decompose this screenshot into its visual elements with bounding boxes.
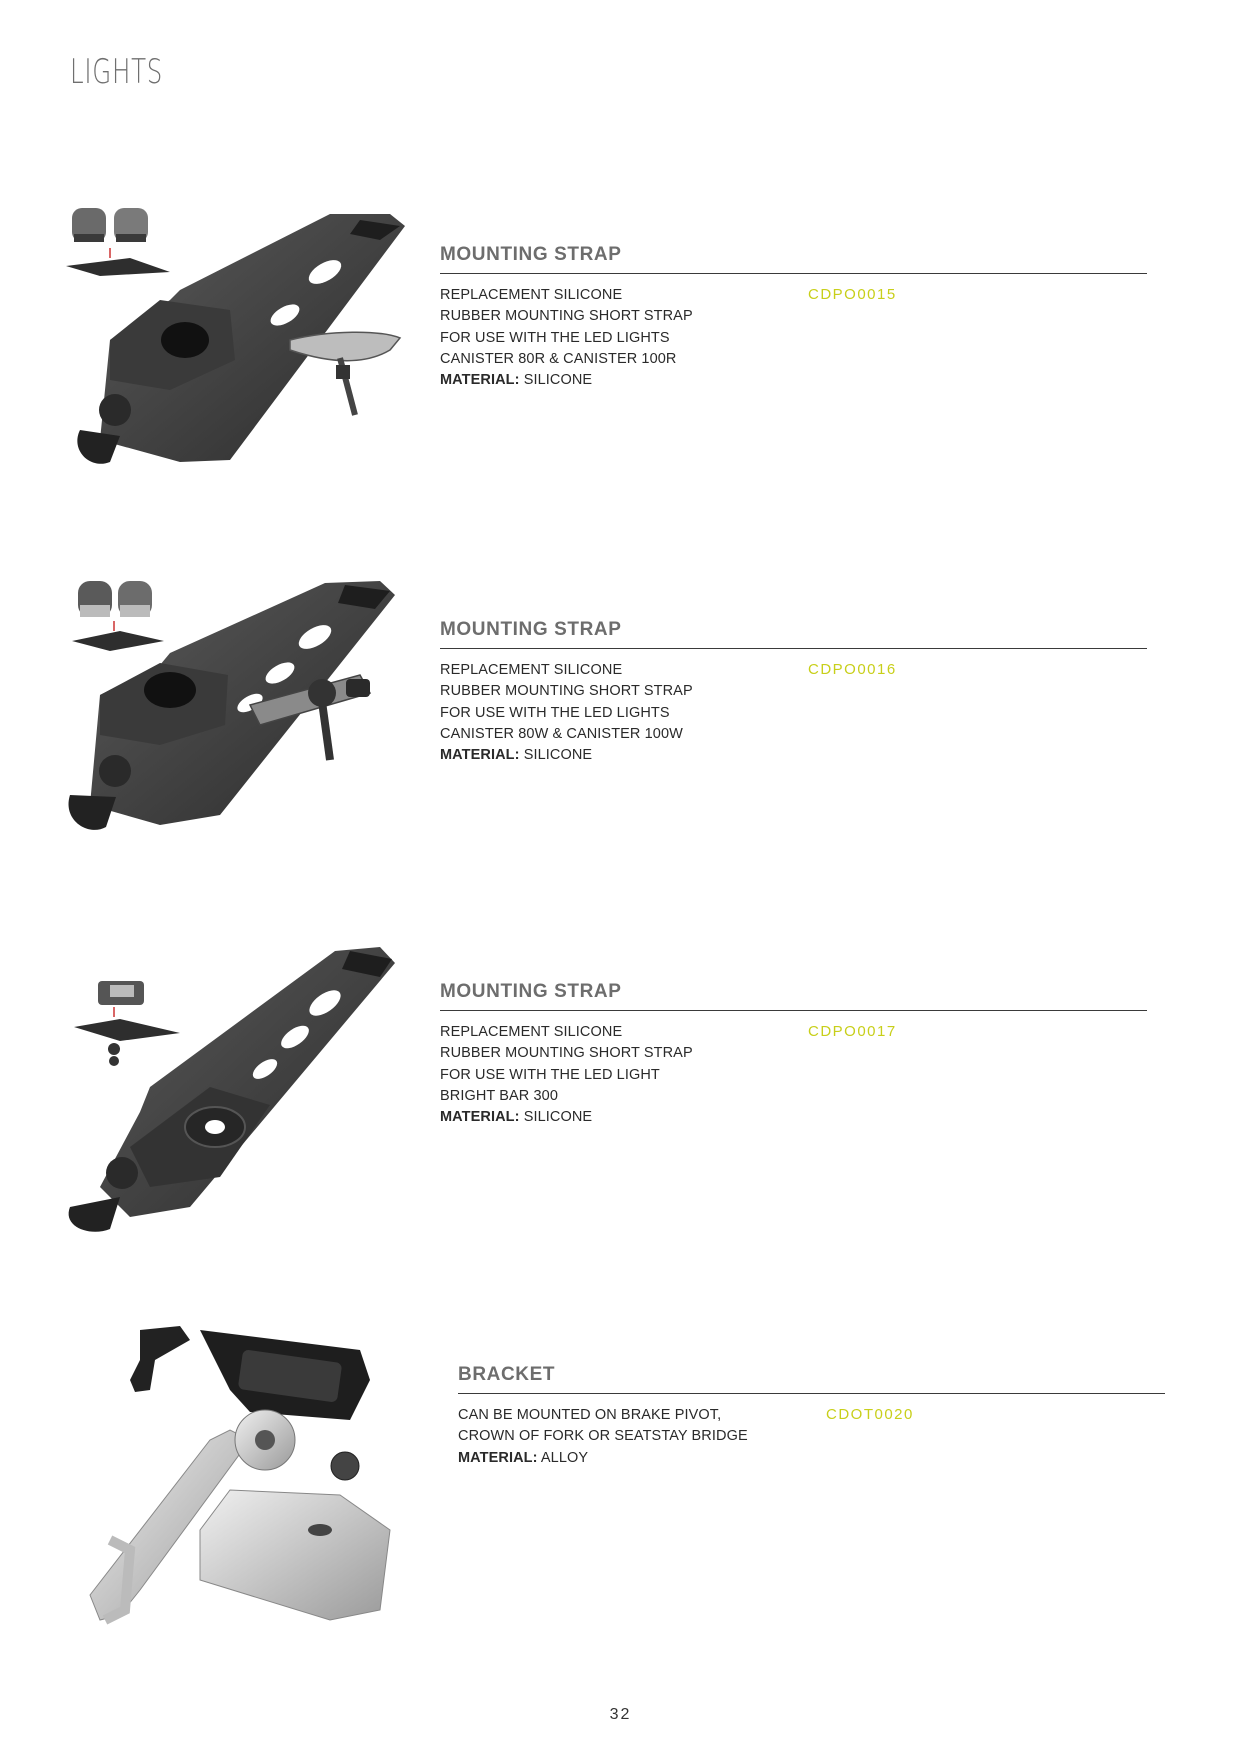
product-mounting-strap-2: [0, 575, 1241, 845]
product-code: CDPO0017: [808, 1023, 897, 1040]
product-mounting-strap-1: [0, 200, 1241, 490]
product-code: CDOT0020: [826, 1406, 914, 1423]
material-label: MATERIAL:: [458, 1449, 538, 1466]
title-divider: [440, 648, 1147, 649]
strap-illustration: [60, 575, 420, 845]
material-label: MATERIAL:: [440, 747, 520, 764]
material-line: [440, 745, 693, 766]
description-line: REPLACEMENT SILICONE: [440, 287, 623, 303]
product-description: [458, 1405, 748, 1469]
saddle-inset-icon: [290, 332, 400, 415]
material-line: [440, 370, 693, 391]
description-line: REPLACEMENT SILICONE: [440, 662, 623, 678]
canister-inset-icon: [66, 208, 170, 276]
product-description: [440, 1022, 693, 1128]
product-title: BRACKET: [458, 1364, 556, 1385]
material-label: MATERIAL:: [440, 372, 520, 389]
product-code: CDPO0016: [808, 661, 897, 678]
description-line: FOR USE WITH THE LED LIGHTS: [440, 704, 670, 721]
product-title: MOUNTING STRAP: [440, 619, 622, 640]
description-line: RUBBER MOUNTING SHORT STRAP: [440, 683, 693, 700]
description-line: REPLACEMENT SILICONE: [440, 1024, 623, 1040]
product-title: MOUNTING STRAP: [440, 981, 622, 1002]
title-divider: [440, 1010, 1147, 1011]
description-line: BRIGHT BAR 300: [440, 1087, 558, 1104]
description-line: CAN BE MOUNTED ON BRAKE PIVOT,: [458, 1407, 722, 1423]
material-value: SILICONE: [523, 747, 593, 764]
product-bracket: [0, 1320, 1241, 1660]
bright-bar-inset-icon: [74, 981, 180, 1066]
canister-inset-icon: [72, 581, 164, 651]
description-line: CROWN OF FORK OR SEATSTAY BRIDGE: [458, 1428, 748, 1445]
bracket-illustration: [80, 1320, 430, 1660]
description-line: RUBBER MOUNTING SHORT STRAP: [440, 308, 693, 325]
product-title: MOUNTING STRAP: [440, 244, 622, 265]
page-number: 32: [609, 1706, 632, 1723]
description-line: FOR USE WITH THE LED LIGHT: [440, 1066, 660, 1083]
material-value: SILICONE: [523, 1109, 593, 1126]
product-description: [440, 660, 693, 766]
material-line: [440, 1107, 693, 1128]
description-line: FOR USE WITH THE LED LIGHTS: [440, 329, 670, 346]
description-line: CANISTER 80R & CANISTER 100R: [440, 350, 677, 367]
material-label: MATERIAL:: [440, 1109, 520, 1126]
title-divider: [458, 1393, 1165, 1394]
product-description: [440, 285, 693, 391]
page-heading: LIGHTS: [70, 52, 164, 92]
title-divider: [440, 273, 1147, 274]
strap-illustration: [60, 200, 420, 490]
strap-illustration: [60, 937, 420, 1237]
description-line: CANISTER 80W & CANISTER 100W: [440, 725, 683, 742]
material-value: SILICONE: [523, 372, 593, 389]
product-mounting-strap-3: [0, 937, 1241, 1237]
material-value: ALLOY: [540, 1449, 589, 1466]
description-line: RUBBER MOUNTING SHORT STRAP: [440, 1045, 693, 1062]
product-code: CDPO0015: [808, 286, 897, 303]
material-line: [458, 1448, 748, 1469]
